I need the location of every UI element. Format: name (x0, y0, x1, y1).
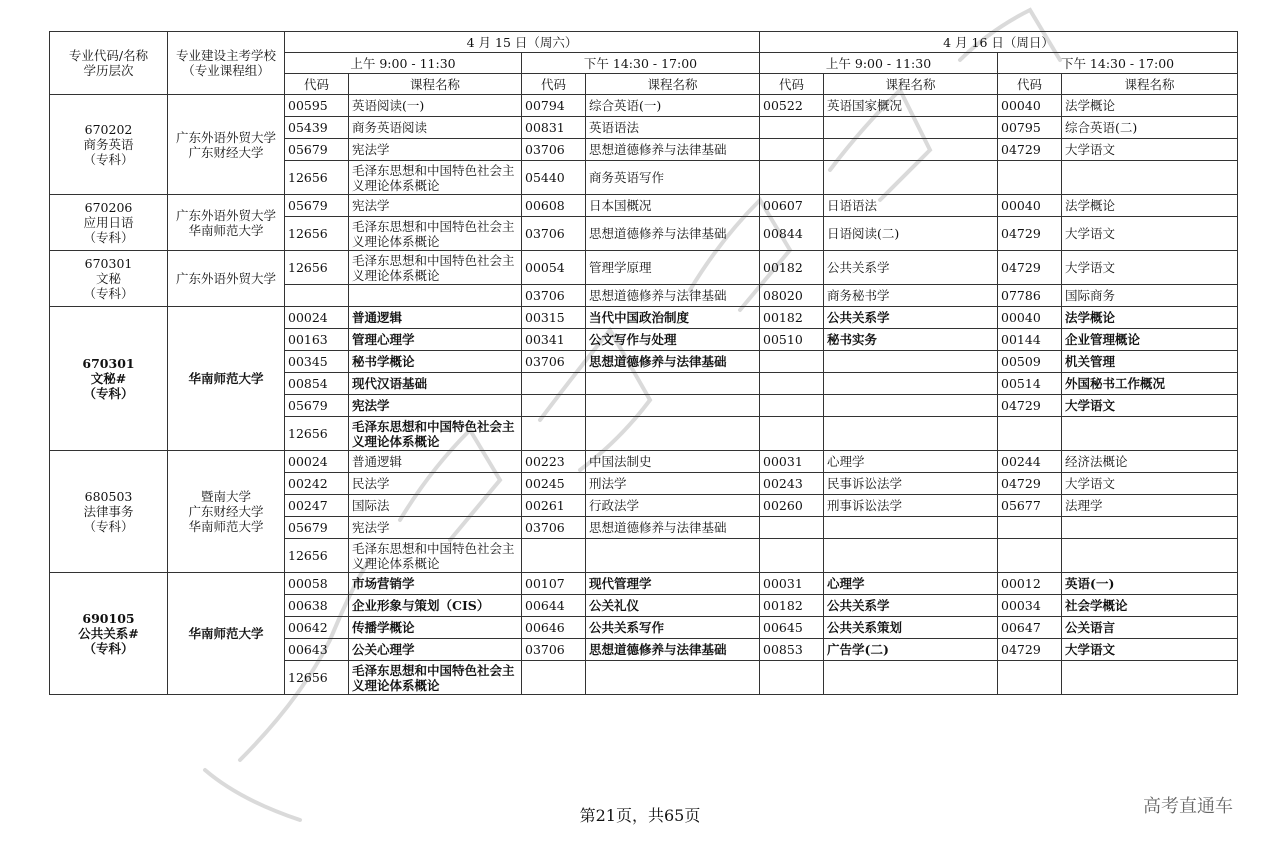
course-name-cell: 秘书学概论 (349, 351, 522, 373)
table-row (50, 95, 1238, 117)
course-code-cell: 00608 (522, 195, 586, 217)
course-name-cell: 传播学概论 (349, 617, 522, 639)
course-name-cell: 当代中国政治制度 (586, 307, 760, 329)
school-cell: 暨南大学 广东财经大学 华南师范大学 (168, 451, 285, 573)
course-code-cell: 12656 (285, 251, 349, 285)
course-name-cell: 英语(一) (1062, 573, 1238, 595)
course-code-cell: 12656 (285, 217, 349, 251)
course-name-cell: 公共关系学 (824, 251, 998, 285)
header-day2: 4 月 16 日（周日） (760, 32, 1238, 53)
course-name-cell (586, 539, 760, 573)
header-day1: 4 月 15 日（周六） (285, 32, 760, 53)
page-number: 第21页，共65页 (579, 806, 701, 825)
course-code-cell (760, 517, 824, 539)
course-name-cell: 日本国概况 (586, 195, 760, 217)
table-row (50, 195, 1238, 217)
course-name-cell: 机关管理 (1062, 351, 1238, 373)
course-name-cell: 大学语文 (1062, 395, 1238, 417)
course-code-cell: 05679 (285, 395, 349, 417)
course-code-cell: 03706 (522, 139, 586, 161)
course-name-cell: 宪法学 (349, 195, 522, 217)
course-name-cell: 综合英语(二) (1062, 117, 1238, 139)
course-name-cell: 公共关系写作 (586, 617, 760, 639)
course-name-cell: 大学语文 (1062, 217, 1238, 251)
course-code-cell (760, 417, 824, 451)
course-name-cell: 法学概论 (1062, 307, 1238, 329)
course-name-cell (349, 285, 522, 307)
course-code-cell: 00643 (285, 639, 349, 661)
course-name-cell (824, 395, 998, 417)
course-name-cell: 商务秘书学 (824, 285, 998, 307)
course-code-cell: 08020 (760, 285, 824, 307)
course-code-cell: 00341 (522, 329, 586, 351)
course-code-cell: 12656 (285, 161, 349, 195)
course-name-cell (1062, 417, 1238, 451)
brand-watermark: 高考直通车 (1143, 796, 1233, 817)
course-code-cell: 00034 (998, 595, 1062, 617)
course-name-cell: 企业管理概论 (1062, 329, 1238, 351)
course-code-cell: 04729 (998, 139, 1062, 161)
course-name-cell: 市场营销学 (349, 573, 522, 595)
course-code-cell (522, 395, 586, 417)
course-name-cell: 普通逻辑 (349, 451, 522, 473)
course-code-cell: 00510 (760, 329, 824, 351)
course-name-cell (824, 517, 998, 539)
course-name-cell (824, 351, 998, 373)
course-code-cell: 00242 (285, 473, 349, 495)
course-code-cell: 05439 (285, 117, 349, 139)
course-name-cell: 法理学 (1062, 495, 1238, 517)
course-name-cell: 公共关系学 (824, 307, 998, 329)
course-name-cell (824, 417, 998, 451)
course-name-cell (1062, 539, 1238, 573)
course-name-cell: 毛泽东思想和中国特色社会主义理论体系概论 (349, 217, 522, 251)
course-code-cell: 00522 (760, 95, 824, 117)
course-name-cell: 企业形象与策划（CIS） (349, 595, 522, 617)
course-code-cell: 00260 (760, 495, 824, 517)
course-name-cell: 毛泽东思想和中国特色社会主义理论体系概论 (349, 539, 522, 573)
header-code: 代码 (522, 74, 586, 95)
course-code-cell: 00247 (285, 495, 349, 517)
course-code-cell: 00182 (760, 251, 824, 285)
course-code-cell: 00223 (522, 451, 586, 473)
course-code-cell (760, 539, 824, 573)
course-code-cell: 00844 (760, 217, 824, 251)
school-cell: 广东外语外贸大学 华南师范大学 (168, 195, 285, 251)
schedule-body (50, 95, 1238, 695)
school-cell: 广东外语外贸大学 广东财经大学 (168, 95, 285, 195)
course-code-cell (522, 373, 586, 395)
header-major: 专业代码/名称 学历层次 (50, 32, 168, 95)
course-name-cell: 外国秘书工作概况 (1062, 373, 1238, 395)
header-course: 课程名称 (1062, 74, 1238, 95)
major-cell: 670301 文秘 （专科） (50, 251, 168, 307)
course-code-cell: 12656 (285, 417, 349, 451)
course-name-cell: 综合英语(一) (586, 95, 760, 117)
course-code-cell (760, 117, 824, 139)
course-code-cell: 00607 (760, 195, 824, 217)
course-code-cell (760, 161, 824, 195)
header-day1-am: 上午 9:00 - 11:30 (285, 53, 522, 74)
school-cell: 华南师范大学 (168, 573, 285, 695)
course-code-cell: 05679 (285, 139, 349, 161)
course-code-cell: 00795 (998, 117, 1062, 139)
course-code-cell: 00831 (522, 117, 586, 139)
course-code-cell (522, 661, 586, 695)
course-code-cell: 04729 (998, 251, 1062, 285)
course-code-cell: 00031 (760, 451, 824, 473)
course-name-cell (1062, 517, 1238, 539)
course-name-cell: 商务英语阅读 (349, 117, 522, 139)
course-code-cell: 03706 (522, 217, 586, 251)
course-name-cell: 宪法学 (349, 395, 522, 417)
course-name-cell: 大学语文 (1062, 251, 1238, 285)
course-name-cell: 心理学 (824, 573, 998, 595)
course-code-cell (760, 395, 824, 417)
course-code-cell: 00024 (285, 307, 349, 329)
course-name-cell: 商务英语写作 (586, 161, 760, 195)
course-code-cell: 00853 (760, 639, 824, 661)
header-course: 课程名称 (824, 74, 998, 95)
school-cell: 广东外语外贸大学 (168, 251, 285, 307)
course-name-cell: 普通逻辑 (349, 307, 522, 329)
major-cell: 670301 文秘# （专科） (50, 307, 168, 451)
course-name-cell: 宪法学 (349, 139, 522, 161)
course-code-cell: 00031 (760, 573, 824, 595)
course-name-cell: 思想道德修养与法律基础 (586, 217, 760, 251)
course-name-cell (586, 417, 760, 451)
course-name-cell: 毛泽东思想和中国特色社会主义理论体系概论 (349, 251, 522, 285)
major-cell: 690105 公共关系# （专科） (50, 573, 168, 695)
course-name-cell: 公文写作与处理 (586, 329, 760, 351)
course-code-cell (998, 517, 1062, 539)
course-code-cell: 00107 (522, 573, 586, 595)
header-code: 代码 (285, 74, 349, 95)
course-code-cell: 00054 (522, 251, 586, 285)
course-code-cell: 00646 (522, 617, 586, 639)
course-code-cell (998, 417, 1062, 451)
course-name-cell: 思想道德修养与法律基础 (586, 639, 760, 661)
course-code-cell (285, 285, 349, 307)
course-code-cell: 00645 (760, 617, 824, 639)
course-name-cell: 日语语法 (824, 195, 998, 217)
course-name-cell: 心理学 (824, 451, 998, 473)
course-code-cell: 00182 (760, 595, 824, 617)
course-name-cell: 国际法 (349, 495, 522, 517)
course-code-cell: 00854 (285, 373, 349, 395)
course-code-cell (998, 661, 1062, 695)
course-code-cell (760, 351, 824, 373)
course-code-cell: 03706 (522, 285, 586, 307)
course-code-cell: 07786 (998, 285, 1062, 307)
course-name-cell: 刑法学 (586, 473, 760, 495)
course-name-cell (824, 117, 998, 139)
course-name-cell (586, 395, 760, 417)
school-cell: 华南师范大学 (168, 307, 285, 451)
course-code-cell: 00315 (522, 307, 586, 329)
course-code-cell: 00144 (998, 329, 1062, 351)
course-name-cell: 大学语文 (1062, 139, 1238, 161)
course-code-cell (522, 417, 586, 451)
header-day1-pm: 下午 14:30 - 17:00 (522, 53, 760, 74)
course-name-cell: 秘书实务 (824, 329, 998, 351)
course-code-cell: 00642 (285, 617, 349, 639)
table-row (50, 451, 1238, 473)
course-code-cell: 00647 (998, 617, 1062, 639)
major-cell: 680503 法律事务 （专科） (50, 451, 168, 573)
course-name-cell: 英语阅读(一) (349, 95, 522, 117)
course-code-cell: 05440 (522, 161, 586, 195)
header-course: 课程名称 (349, 74, 522, 95)
course-code-cell (522, 539, 586, 573)
course-code-cell: 00163 (285, 329, 349, 351)
course-name-cell: 现代汉语基础 (349, 373, 522, 395)
course-name-cell: 民事诉讼法学 (824, 473, 998, 495)
course-name-cell: 刑事诉讼法学 (824, 495, 998, 517)
course-name-cell: 广告学(二) (824, 639, 998, 661)
course-name-cell (1062, 161, 1238, 195)
course-name-cell: 英语国家概况 (824, 95, 998, 117)
course-name-cell: 宪法学 (349, 517, 522, 539)
course-name-cell (824, 373, 998, 395)
course-name-cell: 思想道德修养与法律基础 (586, 517, 760, 539)
course-code-cell: 00261 (522, 495, 586, 517)
course-name-cell: 思想道德修养与法律基础 (586, 139, 760, 161)
header-day2-am: 上午 9:00 - 11:30 (760, 53, 998, 74)
course-name-cell: 毛泽东思想和中国特色社会主义理论体系概论 (349, 417, 522, 451)
course-code-cell: 00638 (285, 595, 349, 617)
course-name-cell: 法学概论 (1062, 95, 1238, 117)
course-name-cell: 公关语言 (1062, 617, 1238, 639)
course-name-cell: 经济法概论 (1062, 451, 1238, 473)
course-code-cell: 05679 (285, 517, 349, 539)
course-name-cell (824, 539, 998, 573)
course-name-cell: 日语阅读(二) (824, 217, 998, 251)
course-code-cell: 00040 (998, 95, 1062, 117)
course-name-cell: 国际商务 (1062, 285, 1238, 307)
course-name-cell (824, 161, 998, 195)
course-code-cell: 00012 (998, 573, 1062, 595)
course-code-cell: 00040 (998, 307, 1062, 329)
course-code-cell: 00644 (522, 595, 586, 617)
course-code-cell: 00182 (760, 307, 824, 329)
course-code-cell: 05679 (285, 195, 349, 217)
course-code-cell: 00244 (998, 451, 1062, 473)
course-code-cell: 04729 (998, 473, 1062, 495)
header-code: 代码 (998, 74, 1062, 95)
exam-schedule-table (49, 31, 1238, 695)
course-code-cell: 00509 (998, 351, 1062, 373)
table-row (50, 251, 1238, 285)
course-name-cell: 管理学原理 (586, 251, 760, 285)
course-code-cell: 00595 (285, 95, 349, 117)
course-code-cell: 00514 (998, 373, 1062, 395)
course-code-cell: 00040 (998, 195, 1062, 217)
course-name-cell: 管理心理学 (349, 329, 522, 351)
course-name-cell: 思想道德修养与法律基础 (586, 285, 760, 307)
course-name-cell: 公共关系学 (824, 595, 998, 617)
course-name-cell (824, 661, 998, 695)
header-school: 专业建设主考学校 （专业课程组） (168, 32, 285, 95)
course-name-cell: 公共关系策划 (824, 617, 998, 639)
course-code-cell: 03706 (522, 517, 586, 539)
course-name-cell: 现代管理学 (586, 573, 760, 595)
course-name-cell: 社会学概论 (1062, 595, 1238, 617)
course-code-cell: 04729 (998, 217, 1062, 251)
course-code-cell: 04729 (998, 395, 1062, 417)
course-code-cell: 03706 (522, 639, 586, 661)
course-code-cell: 04729 (998, 639, 1062, 661)
major-cell: 670202 商务英语 （专科） (50, 95, 168, 195)
course-name-cell: 民法学 (349, 473, 522, 495)
course-code-cell (998, 539, 1062, 573)
course-name-cell: 大学语文 (1062, 639, 1238, 661)
course-code-cell (760, 661, 824, 695)
course-name-cell: 大学语文 (1062, 473, 1238, 495)
course-code-cell: 00345 (285, 351, 349, 373)
course-name-cell: 毛泽东思想和中国特色社会主义理论体系概论 (349, 661, 522, 695)
course-code-cell: 00058 (285, 573, 349, 595)
course-code-cell: 12656 (285, 661, 349, 695)
course-name-cell: 公关礼仪 (586, 595, 760, 617)
course-code-cell: 00243 (760, 473, 824, 495)
course-code-cell: 05677 (998, 495, 1062, 517)
course-name-cell: 行政法学 (586, 495, 760, 517)
course-code-cell (760, 373, 824, 395)
course-name-cell: 毛泽东思想和中国特色社会主义理论体系概论 (349, 161, 522, 195)
course-name-cell (586, 373, 760, 395)
course-code-cell (760, 139, 824, 161)
course-name-cell: 中国法制史 (586, 451, 760, 473)
course-name-cell: 思想道德修养与法律基础 (586, 351, 760, 373)
course-name-cell: 公关心理学 (349, 639, 522, 661)
course-code-cell: 03706 (522, 351, 586, 373)
major-cell: 670206 应用日语 （专科） (50, 195, 168, 251)
course-code-cell: 00024 (285, 451, 349, 473)
course-name-cell: 法学概论 (1062, 195, 1238, 217)
course-name-cell (824, 139, 998, 161)
course-code-cell (998, 161, 1062, 195)
course-name-cell: 英语语法 (586, 117, 760, 139)
course-name-cell (586, 661, 760, 695)
table-row (50, 307, 1238, 329)
table-row (50, 573, 1238, 595)
course-code-cell: 00794 (522, 95, 586, 117)
course-name-cell (1062, 661, 1238, 695)
header-course: 课程名称 (586, 74, 760, 95)
course-code-cell: 12656 (285, 539, 349, 573)
header-code: 代码 (760, 74, 824, 95)
course-code-cell: 00245 (522, 473, 586, 495)
header-day2-pm: 下午 14:30 - 17:00 (998, 53, 1238, 74)
